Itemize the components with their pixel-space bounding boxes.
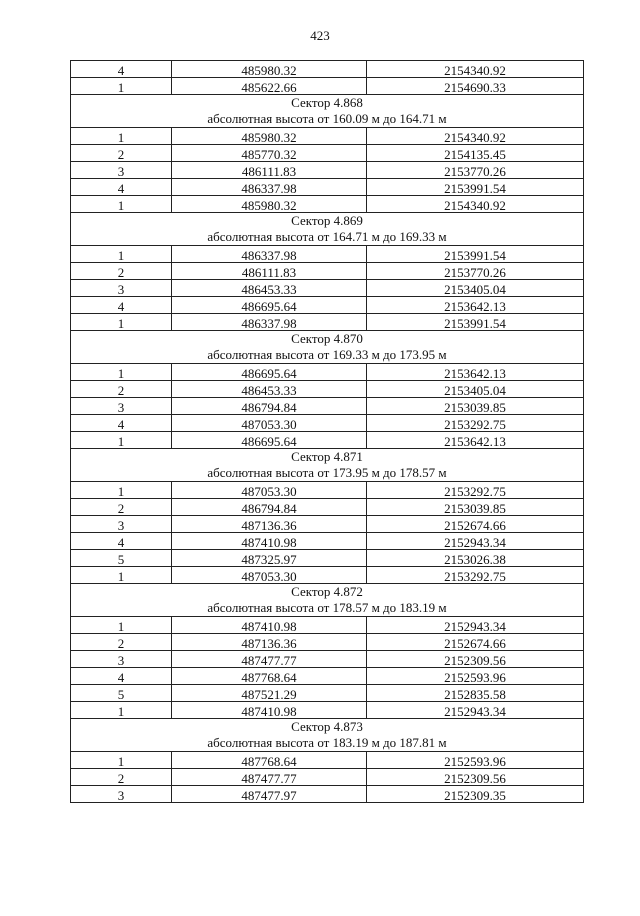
table-row — [71, 752, 584, 769]
coord-y: 2153991.54 — [367, 246, 584, 263]
point-number: 4 — [71, 668, 172, 685]
coord-x: 487768.64 — [172, 752, 367, 769]
point-number: 2 — [71, 769, 172, 786]
table-row — [71, 364, 584, 381]
point-number: 4 — [71, 61, 172, 78]
coord-x: 487136.36 — [172, 634, 367, 651]
coord-y: 2152674.66 — [367, 634, 584, 651]
coord-x: 486453.33 — [172, 381, 367, 398]
coord-y: 2152943.34 — [367, 533, 584, 550]
table-row — [71, 567, 584, 584]
table-row — [71, 685, 584, 702]
point-number: 5 — [71, 550, 172, 567]
sector-header — [71, 95, 584, 128]
sector-height-range: абсолютная высота от 173.95 м до 178.57 м — [207, 465, 447, 480]
coord-y: 2152593.96 — [367, 668, 584, 685]
point-number: 4 — [71, 415, 172, 432]
sector-header — [71, 449, 584, 482]
sector-header-row — [71, 719, 584, 752]
point-number: 3 — [71, 162, 172, 179]
point-number: 5 — [71, 685, 172, 702]
table-row — [71, 482, 584, 499]
sector-title: Сектор 4.871 — [291, 449, 363, 464]
coord-x: 486453.33 — [172, 280, 367, 297]
point-number: 1 — [71, 196, 172, 213]
coord-y: 2153770.26 — [367, 162, 584, 179]
coord-y: 2153026.38 — [367, 550, 584, 567]
table-row — [71, 78, 584, 95]
table-row — [71, 179, 584, 196]
sector-title: Сектор 4.872 — [291, 584, 363, 599]
coord-y: 2153770.26 — [367, 263, 584, 280]
sector-height-range: абсолютная высота от 178.57 м до 183.19 м — [207, 600, 447, 615]
sector-height-range: абсолютная высота от 169.33 м до 173.95 м — [207, 347, 447, 362]
coord-y: 2153039.85 — [367, 499, 584, 516]
coord-y: 2152309.56 — [367, 769, 584, 786]
coord-x: 485980.32 — [172, 128, 367, 145]
sector-header — [71, 719, 584, 752]
coord-x: 486695.64 — [172, 364, 367, 381]
coord-x: 487410.98 — [172, 533, 367, 550]
coord-x: 486111.83 — [172, 162, 367, 179]
coord-x: 487521.29 — [172, 685, 367, 702]
table-row — [71, 297, 584, 314]
point-number: 4 — [71, 179, 172, 196]
coord-y: 2153405.04 — [367, 280, 584, 297]
coord-y: 2152943.34 — [367, 617, 584, 634]
point-number: 2 — [71, 145, 172, 162]
coord-x: 485980.32 — [172, 61, 367, 78]
sector-header-row — [71, 331, 584, 364]
sector-title: Сектор 4.873 — [291, 719, 363, 734]
coord-x: 487053.30 — [172, 415, 367, 432]
coord-x: 487410.98 — [172, 617, 367, 634]
sector-header-row — [71, 95, 584, 128]
coord-x: 486337.98 — [172, 179, 367, 196]
point-number: 1 — [71, 432, 172, 449]
sector-height-range: абсолютная высота от 160.09 м до 164.71 м — [207, 111, 447, 126]
point-number: 1 — [71, 246, 172, 263]
coord-x: 487477.77 — [172, 769, 367, 786]
table-row — [71, 432, 584, 449]
coord-x: 485980.32 — [172, 196, 367, 213]
coord-x: 485622.66 — [172, 78, 367, 95]
coord-y: 2152309.56 — [367, 651, 584, 668]
coord-y: 2153292.75 — [367, 567, 584, 584]
coord-y: 2153642.13 — [367, 364, 584, 381]
coord-y: 2152835.58 — [367, 685, 584, 702]
table-row — [71, 533, 584, 550]
table-row — [71, 499, 584, 516]
point-number: 3 — [71, 280, 172, 297]
sector-header — [71, 331, 584, 364]
table-row — [71, 550, 584, 567]
point-number: 2 — [71, 634, 172, 651]
coord-y: 2153642.13 — [367, 432, 584, 449]
page-number: 423 — [310, 28, 330, 43]
coord-y: 2152309.35 — [367, 786, 584, 803]
point-number: 3 — [71, 516, 172, 533]
table-row — [71, 381, 584, 398]
coord-x: 486111.83 — [172, 263, 367, 280]
coord-x: 487053.30 — [172, 482, 367, 499]
coord-y: 2153991.54 — [367, 179, 584, 196]
coord-y: 2154690.33 — [367, 78, 584, 95]
sector-title: Сектор 4.870 — [291, 331, 363, 346]
point-number: 1 — [71, 314, 172, 331]
table-row — [71, 145, 584, 162]
point-number: 1 — [71, 752, 172, 769]
coord-x: 487477.97 — [172, 786, 367, 803]
point-number: 1 — [71, 78, 172, 95]
sector-header-row — [71, 213, 584, 246]
table-row — [71, 196, 584, 213]
table-row — [71, 786, 584, 803]
table-row — [71, 280, 584, 297]
point-number: 1 — [71, 702, 172, 719]
table-row — [71, 516, 584, 533]
table-row — [71, 128, 584, 145]
point-number: 2 — [71, 263, 172, 280]
table-row — [71, 246, 584, 263]
table-row — [71, 61, 584, 78]
coord-x: 486695.64 — [172, 297, 367, 314]
coord-y: 2153292.75 — [367, 415, 584, 432]
point-number: 1 — [71, 364, 172, 381]
coord-y: 2154340.92 — [367, 128, 584, 145]
coord-y: 2154135.45 — [367, 145, 584, 162]
table-row — [71, 314, 584, 331]
sector-height-range: абсолютная высота от 164.71 м до 169.33 м — [207, 229, 447, 244]
point-number: 3 — [71, 398, 172, 415]
coordinates-table-body — [71, 61, 584, 803]
sector-header — [71, 584, 584, 617]
coord-x: 486337.98 — [172, 246, 367, 263]
coord-y: 2153292.75 — [367, 482, 584, 499]
point-number: 1 — [71, 482, 172, 499]
coord-y: 2152674.66 — [367, 516, 584, 533]
coord-x: 486794.84 — [172, 499, 367, 516]
coord-x: 487053.30 — [172, 567, 367, 584]
point-number: 3 — [71, 786, 172, 803]
coord-y: 2152943.34 — [367, 702, 584, 719]
coord-y: 2154340.92 — [367, 61, 584, 78]
sector-header — [71, 213, 584, 246]
table-row — [71, 668, 584, 685]
point-number: 2 — [71, 381, 172, 398]
table-row — [71, 398, 584, 415]
table-row — [71, 634, 584, 651]
point-number: 3 — [71, 651, 172, 668]
point-number: 4 — [71, 297, 172, 314]
coord-x: 486794.84 — [172, 398, 367, 415]
coord-x: 486337.98 — [172, 314, 367, 331]
coord-x: 487136.36 — [172, 516, 367, 533]
coord-y: 2153405.04 — [367, 381, 584, 398]
table-row — [71, 769, 584, 786]
point-number: 1 — [71, 617, 172, 634]
table-row — [71, 415, 584, 432]
table-row — [71, 702, 584, 719]
coord-x: 487477.77 — [172, 651, 367, 668]
table-row — [71, 651, 584, 668]
coord-x: 485770.32 — [172, 145, 367, 162]
point-number: 1 — [71, 567, 172, 584]
coord-y: 2153991.54 — [367, 314, 584, 331]
point-number: 1 — [71, 128, 172, 145]
coord-y: 2153642.13 — [367, 297, 584, 314]
sector-header-row — [71, 449, 584, 482]
table-row — [71, 617, 584, 634]
table-row — [71, 162, 584, 179]
coord-x: 487768.64 — [172, 668, 367, 685]
coord-x: 487410.98 — [172, 702, 367, 719]
table-row — [71, 263, 584, 280]
coordinates-table — [70, 60, 584, 803]
coord-y: 2153039.85 — [367, 398, 584, 415]
coord-y: 2152593.96 — [367, 752, 584, 769]
sector-header-row — [71, 584, 584, 617]
point-number: 4 — [71, 533, 172, 550]
coord-x: 487325.97 — [172, 550, 367, 567]
sector-title: Сектор 4.869 — [291, 213, 363, 228]
coord-x: 486695.64 — [172, 432, 367, 449]
point-number: 2 — [71, 499, 172, 516]
sector-title: Сектор 4.868 — [291, 95, 363, 110]
sector-height-range: абсолютная высота от 183.19 м до 187.81 м — [207, 735, 447, 750]
coord-y: 2154340.92 — [367, 196, 584, 213]
